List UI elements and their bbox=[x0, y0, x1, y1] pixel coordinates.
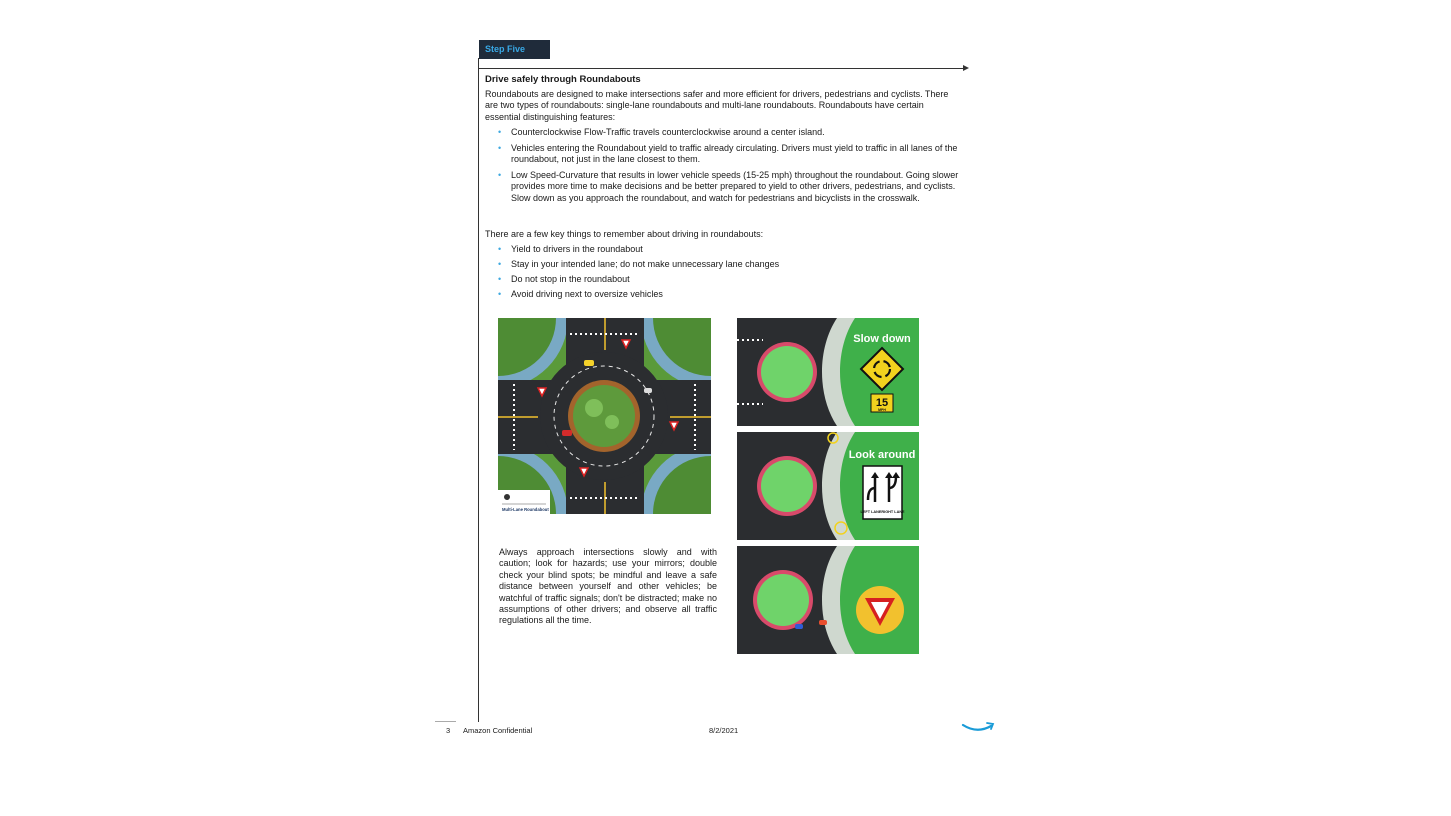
list-item: • Avoid driving next to oversize vehicles bbox=[498, 289, 663, 299]
bullet-icon: • bbox=[498, 244, 502, 254]
multilane-caption: Multi-Lane Roundabout bbox=[502, 507, 549, 512]
caution-paragraph: Always approach intersections slowly and with caution; look for hazards; use your mirrors; double check your blind spots; be mindful and leave a safe distance between yourself and other vehicles; be watchful of traffic signals; don't be distracted; make no assumptions of other drivers; and observe all traffic regulations all the time. bbox=[499, 547, 717, 626]
bullet-icon: • bbox=[498, 259, 502, 269]
list-item: • Stay in your intended lane; do not make unnecessary lane changes bbox=[498, 259, 780, 269]
right-lane-label: RIGHT LANE bbox=[881, 510, 905, 514]
multilane-roundabout-image bbox=[498, 318, 711, 514]
features-list bbox=[498, 127, 964, 208]
bullet-icon: • bbox=[498, 289, 502, 299]
list-item: • Low Speed-Curvature that results in lower vehicle speeds (15-25 mph) throughout the roundabout. Going slower provides more time to make decisions and be better prepared to yield to other drivers, pedestrians, and cyclists. Slow down as you approach the roundabout, and watch for pedestrians and bicyclists in the crosswalk. bbox=[498, 169, 959, 203]
bullet-icon: • bbox=[498, 274, 502, 284]
footer-date: 8/2/2021 bbox=[709, 726, 739, 735]
left-margin-rule bbox=[478, 58, 479, 722]
key-things-intro: There are a few key things to remember about driving in roundabouts: bbox=[485, 229, 764, 239]
look-around-title: Look around bbox=[848, 449, 916, 461]
key-things-list bbox=[498, 244, 964, 304]
speed-limit-unit: MPH bbox=[878, 408, 886, 412]
intro-paragraph: Roundabouts are designed to make intersections safer and more efficient for drivers, pedestrians and cyclists. There are two types of roundabouts: single-lane roundabouts and multi-lane roundabouts. Roundabouts have certain essential distinguishing features: bbox=[485, 89, 949, 122]
yield-image bbox=[737, 546, 919, 654]
slow-down-title: Slow down bbox=[853, 333, 911, 345]
left-lane-label: LEFT LANE bbox=[860, 510, 882, 514]
bullet-icon: • bbox=[498, 169, 502, 180]
look-around-image bbox=[737, 432, 919, 540]
list-item: • Yield to drivers in the roundabout bbox=[498, 244, 643, 254]
page-number: 3 bbox=[446, 726, 451, 735]
footer-rule bbox=[435, 721, 456, 722]
speed-limit-value: 15 bbox=[875, 397, 889, 409]
confidential-label: Amazon Confidential bbox=[463, 726, 533, 735]
arrow-right-icon bbox=[963, 65, 969, 71]
header-rule bbox=[479, 68, 965, 69]
list-item: • Do not stop in the roundabout bbox=[498, 274, 630, 284]
list-item: • Counterclockwise Flow-Traffic travels counterclockwise around a center island. bbox=[498, 127, 825, 137]
yield-sign-icon bbox=[856, 586, 904, 634]
slow-down-image bbox=[737, 318, 919, 426]
section-title: Drive safely through Roundabouts bbox=[485, 74, 641, 85]
step-label: Step Five bbox=[479, 40, 550, 59]
amazon-smile-logo bbox=[960, 718, 996, 734]
bullet-icon: • bbox=[498, 127, 502, 137]
list-item: • Vehicles entering the Roundabout yield to traffic already circulating. Drivers must yield to traffic in all lanes of the roundabout, not just in the lane closest to them. bbox=[498, 142, 958, 165]
bullet-icon: • bbox=[498, 142, 502, 153]
